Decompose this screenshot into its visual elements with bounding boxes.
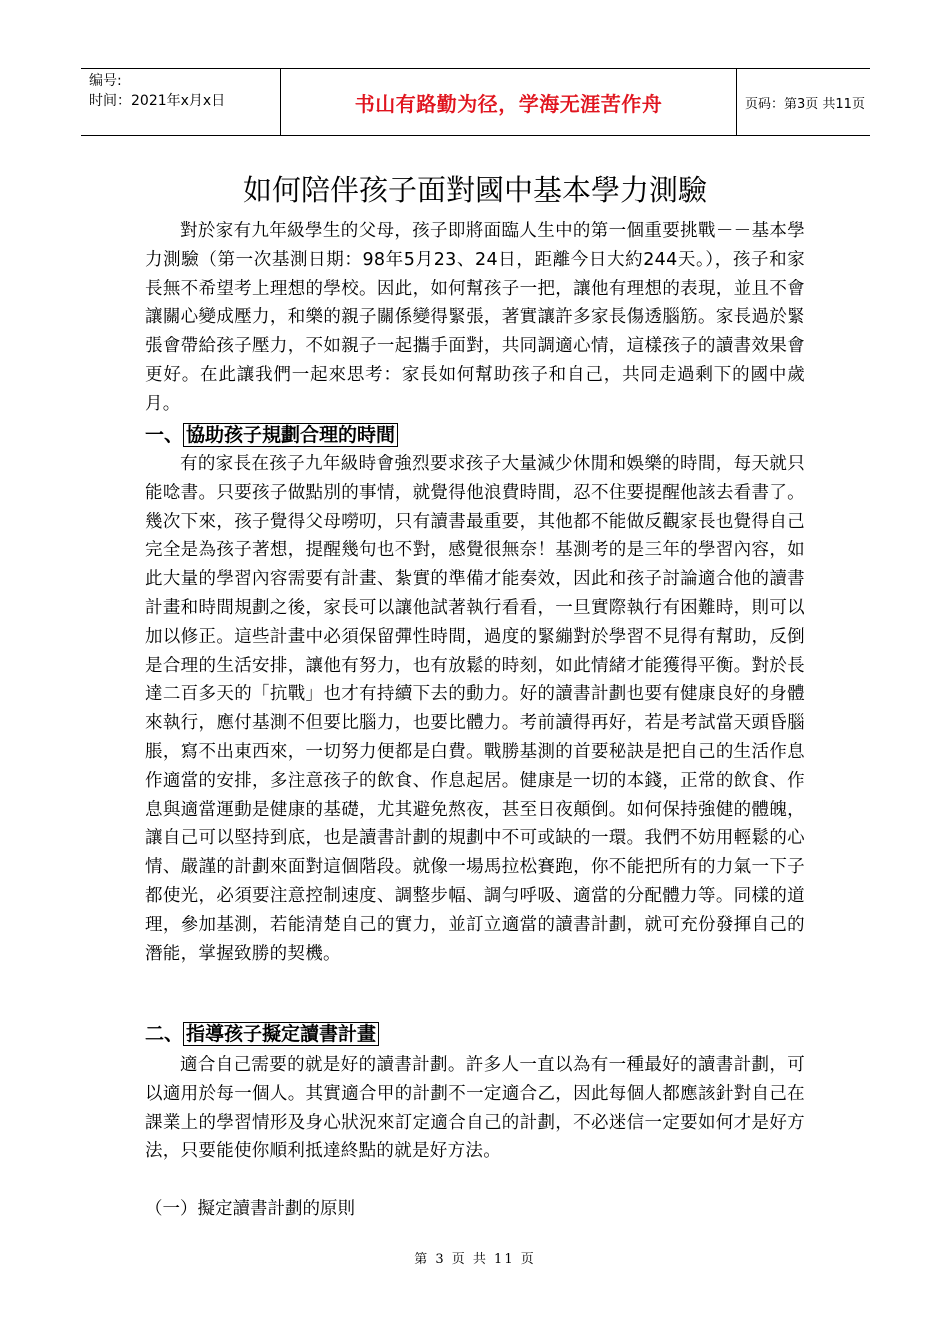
section2-number: 二、 — [145, 1023, 184, 1045]
section1-paragraph: 有的家長在孩子九年級時會強烈要求孩子大量減少休閒和娛樂的時間，每天就只能唸書。只要孩子做點別的事情，就覺得他浪費時間，忍不住要提醒他該去看書了。幾次下來，孩子覺得父母嘮叨，只有讀書最重要，其他都不能做反觀家長也覺得自己完全是為孩子著想，提醒幾句也不對，感覺很無奈！基測考的是三年的學習內容，如此大量的學習內容需要有計畫、紮實的準備才能奏效，因此和孩子討論適合他的讀書計畫和時間規劃之後，家長可以讓他試著執行看看，一旦實際執行有困難時，則可以加以修正。這些計畫中必須保留彈性時間，過度的緊繃對於學習不見得有幫助，反倒是合理的生活安排，讓他有努力，也有放鬆的時刻，如此情緒才能獲得平衡。對於長達二百多天的「抗戰」也才有持續下去的動力。好的讀書計劃也要有健康良好的身體來執行，應付基測不但要比腦力，也要比體力。考前讀得再好，若是考試當天頭昏腦脹，寫不出東西來，一切努力便都是白費。戰勝基測的首要秘訣是把自己的生活作息作適當的安排，多注意孩子的飲食、作息起居。健康是一切的本錢，正常的飲食、作息與適當運動是健康的基礎，尤其避免熬夜，甚至日夜顛倒。如何保持強健的體魄，讓自己可以堅持到底，也是讀書計劃的規劃中不可或缺的一環。我們不妨用輕鬆的心情、嚴謹的計劃來面對這個階段。就像一場馬拉松賽跑，你不能把所有的力氣一下子都使光，必須要注意控制速度、調整步幅、調勻呼吸、適當的分配體力等。同樣的道理，參加基測，若能清楚自己的實力，並訂立適當的讀書計劃，就可充份發揮自己的潛能，掌握致勝的契機。 — [145, 454, 805, 964]
section1-heading — [145, 420, 398, 450]
header-meta — [81, 69, 281, 135]
time-label: 时间：2021年x月x日 — [89, 93, 226, 109]
section1-number: 一、 — [145, 424, 184, 446]
section2-paragraph: 適合自己需要的就是好的讀書計劃。許多人一直以為有一種最好的讀書計劃，可以適用於每一個人。其實適合甲的計劃不一定適合乙，因此每個人都應該針對自己在課業上的學習情形及身心狀況來訂定適合自己的計劃，不必迷信一定要如何才是好方法，只要能使你順利抵達終點的就是好方法。 — [145, 1055, 805, 1162]
code-label: 编号: — [89, 73, 122, 89]
header-bar — [81, 68, 870, 136]
subsection-heading: （一）擬定讀書計劃的原則 — [145, 1199, 355, 1219]
section1-block — [145, 450, 805, 968]
page-footer: 第 3 页 共 11 页 — [414, 1252, 536, 1267]
section2-block — [145, 1051, 805, 1166]
intro-paragraph: 對於家有九年級學生的父母，孩子即將面臨人生中的第一個重要挑戰－－基本學力測驗（第一次基測日期：98年5月23、24日，距離今日大約244天。），孩子和家長無不希望考上理想的學校。因此，如何幫孩子一把，讓他有理想的表現，並且不會讓關心變成壓力，和樂的親子關係變得緊張，著實讓許多家長傷透腦筋。家長過於緊張會帶給孩子壓力，不如親子一起攜手面對，共同調適心情，這樣孩子的讀書效果會更好。在此讓我們一起來思考：家長如何幫助孩子和自己，共同走過剩下的國中歲月。 — [145, 221, 805, 414]
section2-heading — [145, 1019, 379, 1049]
section1-title: 協助孩子規劃合理的時間 — [183, 423, 398, 447]
slogan: 书山有路勤为径，学海无涯苦作舟 — [354, 91, 663, 116]
section2-title: 指導孩子擬定讀書計畫 — [183, 1022, 379, 1046]
header-slogan-cell — [281, 69, 737, 135]
document-title: 如何陪伴孩子面對國中基本學力測驗 — [242, 173, 707, 207]
page-info: 页码：第3页 共11页 — [745, 96, 865, 112]
intro-block — [145, 217, 805, 419]
